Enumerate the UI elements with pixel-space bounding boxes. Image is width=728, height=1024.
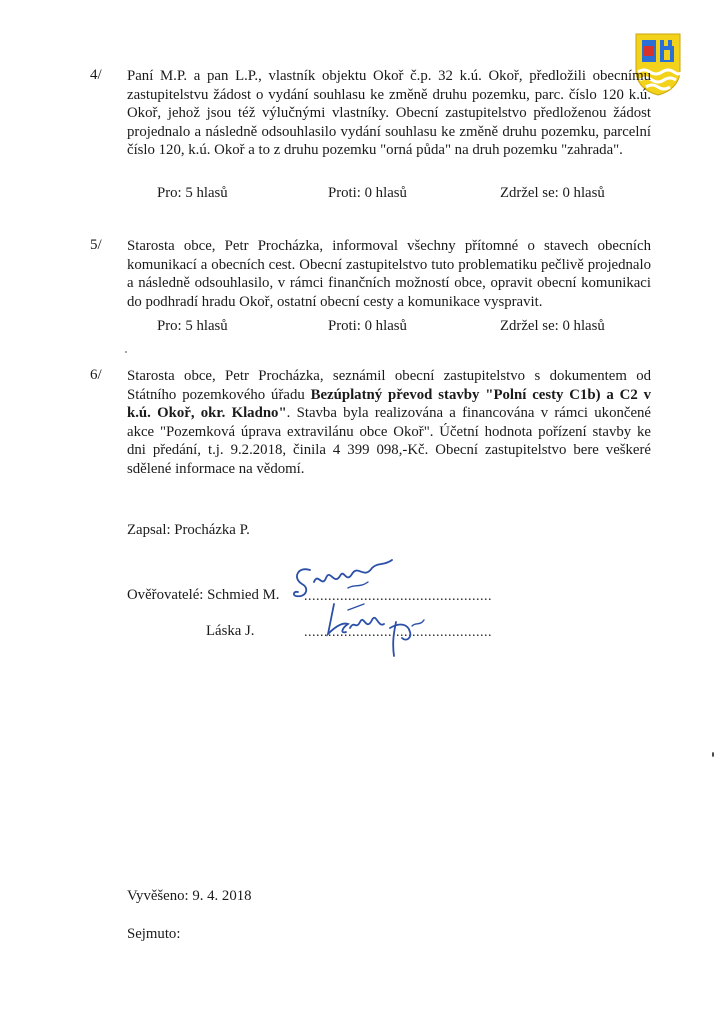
item-text-bold: Bezúplatný převod stavby "Polní cesty C1b) a C2 v k.ú. Okoř, okr. Kladno" bbox=[127, 386, 651, 422]
verifier-second: Láska J. bbox=[206, 623, 255, 639]
signature-line-1: ............................................... bbox=[304, 589, 492, 604]
votes-abstain: Zdržel se: 0 hlasů bbox=[500, 318, 605, 334]
vote-result-4 bbox=[0, 185, 728, 203]
item-text bbox=[127, 367, 651, 479]
verifiers-label: Ověřovatelé: Schmied M. bbox=[127, 587, 280, 603]
votes-against: Proti: 0 hlasů bbox=[328, 318, 407, 334]
item-text: Starosta obce, Petr Procházka, informoval všechny přítomné o stavech obecních komunikací a obecních cest. Obecní zastupitelstvo tuto problematiku pečlivě projednalo a následně odsouhlasilo, v rámci finančních možností obce, opravit obecní komunikaci do podhradí hradu Okoř, ostatní obecní cesty a komunikace vyspravit. bbox=[127, 238, 651, 310]
item-number: 6/ bbox=[90, 367, 102, 383]
resolution-item-4 bbox=[90, 67, 650, 160]
removed-date: Sejmuto: bbox=[127, 926, 181, 942]
vote-result-5 bbox=[0, 318, 728, 336]
item-number: 4/ bbox=[90, 67, 102, 83]
votes-against: Proti: 0 hlasů bbox=[328, 185, 407, 201]
scan-speck bbox=[712, 752, 714, 757]
resolution-item-5 bbox=[90, 237, 650, 311]
scan-speck bbox=[125, 351, 127, 353]
signature-line-2: ............................................... bbox=[304, 625, 492, 640]
item-text: Paní M.P. a pan L.P., vlastník objektu Okoř č.p. 32 k.ú. Okoř, předložili obecnímu zastupitelstvu žádost o vydání souhlasu ke změně druhu pozemku, parc. číslo 120 k.ú. Okoř, jehož jsou též výlučnými vlastníky. Obecní zastupitelstvo předloženou žádost projednalo a následně odsouhlasilo vydání souhlasu ke změně druhu pozemku, parcelní číslo 120, k.ú. Okoř a to z druhu pozemku "orná půda" na druh pozemku "zahrada". bbox=[127, 68, 651, 159]
votes-for: Pro: 5 hlasů bbox=[157, 185, 228, 201]
signature-laska bbox=[320, 598, 430, 660]
item-text-intro: Starosta obce, Petr Procházka, seznámil obecní zastupitelstvo s dokumentem od Státního pozemkového úřadu bbox=[127, 368, 651, 403]
recorded-by: Zapsal: Procházka P. bbox=[127, 522, 250, 538]
item-text-rest: . Stavba byla realizována a financována v rámci ukončené akce "Pozemková úprava extravilánu obce Okoř". Účetní hodnota pořízení stavby ke dni předání, t.j. 9.2.2018, činila 4 399 098,-Kč. Obecní zastupitelstvo bere veškeré sdělené informace na vědomí. bbox=[127, 405, 651, 477]
item-number: 5/ bbox=[90, 237, 102, 253]
votes-for: Pro: 5 hlasů bbox=[157, 318, 228, 334]
votes-abstain: Zdržel se: 0 hlasů bbox=[500, 185, 605, 201]
posted-date: Vyvěšeno: 9. 4. 2018 bbox=[127, 888, 252, 904]
resolution-item-6 bbox=[90, 367, 650, 479]
